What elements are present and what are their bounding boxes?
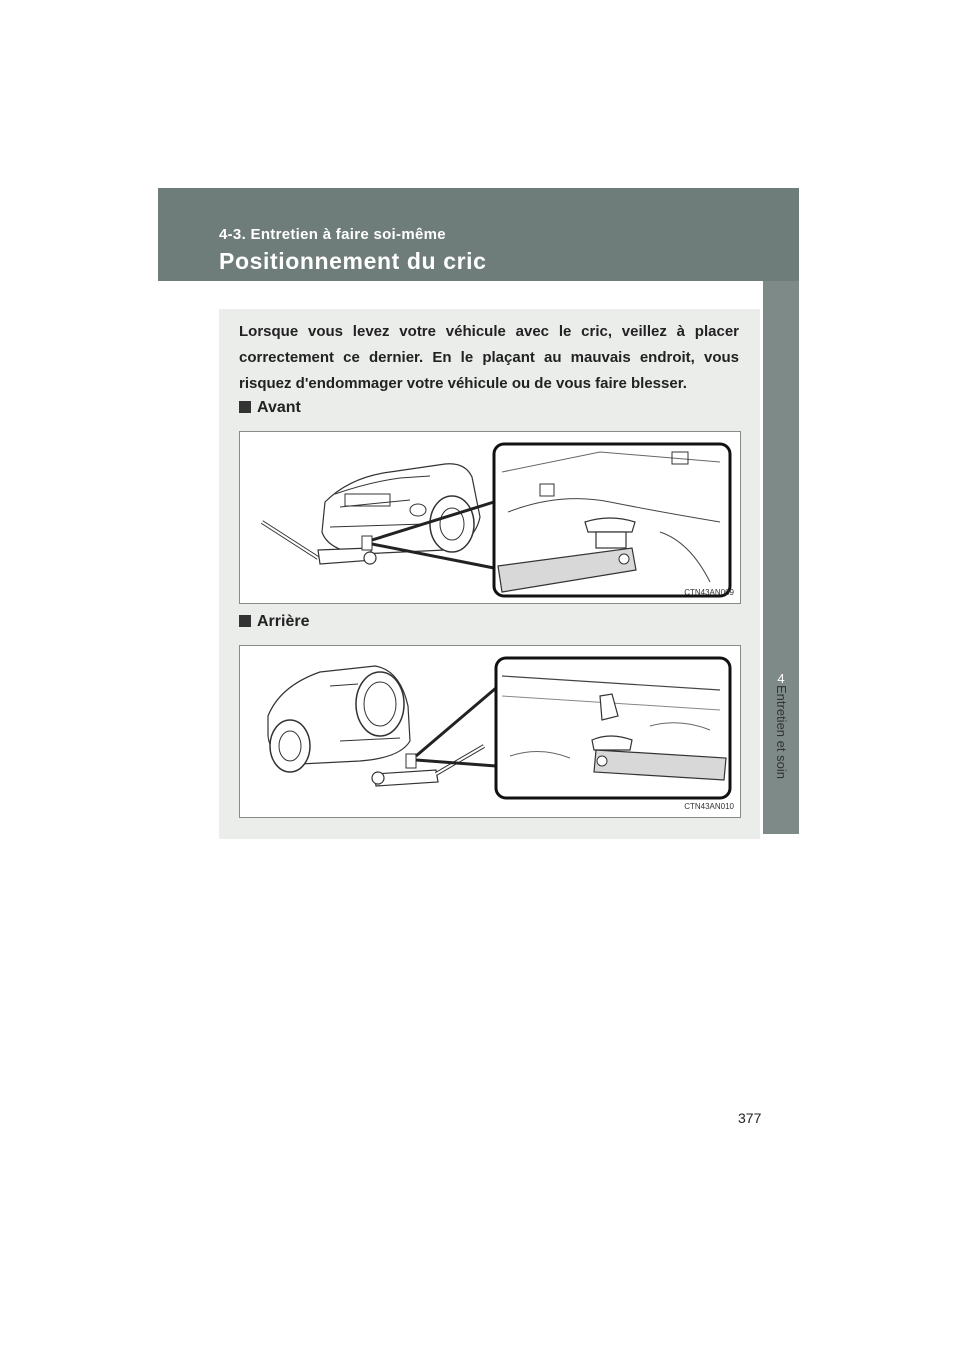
rear-jack-illustration (240, 646, 742, 819)
content-box (219, 309, 760, 839)
front-jack-illustration (240, 432, 742, 605)
subheading-front-text: Avant (257, 399, 301, 416)
figure-rear-jack (239, 645, 741, 818)
figure-code-front: CTN43AN009 (684, 588, 734, 597)
square-bullet-icon (239, 401, 251, 413)
intro-paragraph: Lorsque vous levez votre véhicule avec le cric, veillez à placer correctement ce dernier. En le plaçant au mauvais endroit, vous risquez d'endommager votre véhicule ou de vous faire blesser. (239, 323, 739, 392)
subheading-rear (239, 613, 309, 631)
subheading-front (239, 399, 301, 417)
figure-front-jack (239, 431, 741, 604)
page-number: 377 (738, 1110, 762, 1126)
square-bullet-icon (239, 615, 251, 627)
section-label: 4-3. Entretien à faire soi-même (219, 226, 446, 243)
chapter-header (158, 188, 799, 281)
chapter-number: 4 (777, 671, 785, 686)
chapter-side-label: Entretien et soin (774, 685, 789, 779)
subheading-rear-text: Arrière (257, 613, 310, 630)
page-title: Positionnement du cric (219, 248, 487, 274)
figure-code-rear: CTN43AN010 (684, 802, 734, 811)
